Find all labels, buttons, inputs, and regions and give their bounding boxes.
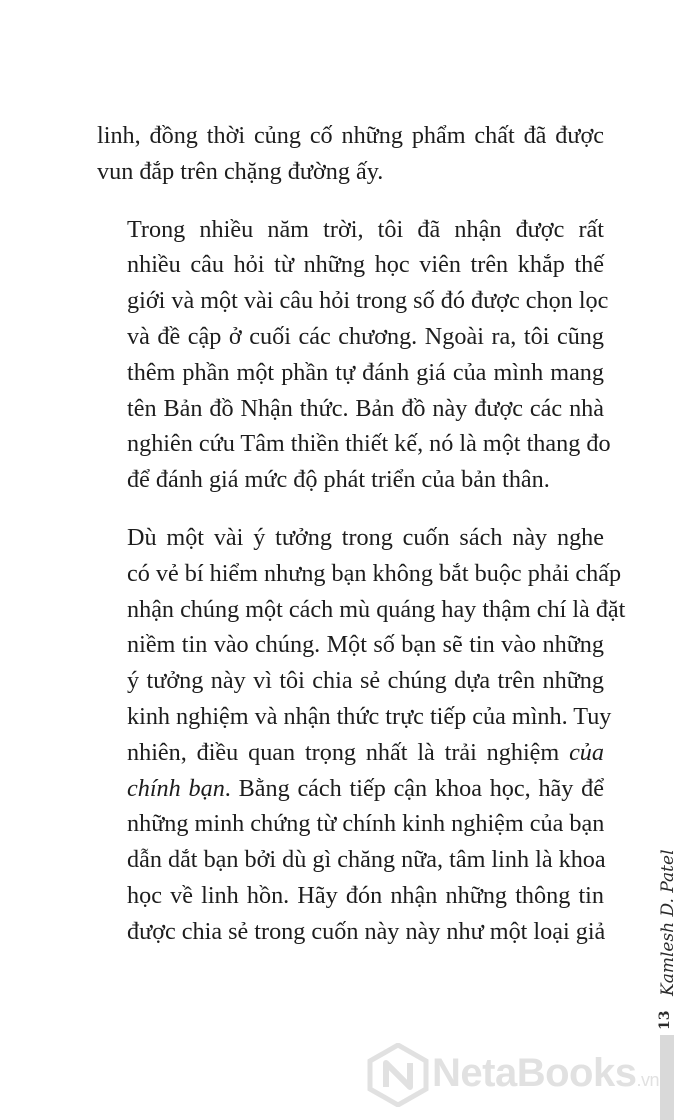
text-line: nhiều câu hỏi từ những học viên trên khắp thế bbox=[127, 251, 604, 279]
watermark-text bbox=[432, 1051, 659, 1096]
text-line: vun đắp trên chặng đường ấy. bbox=[97, 157, 384, 185]
text-line: học về linh hồn. Hãy đón nhận những thông tin bbox=[127, 881, 604, 909]
text-line: chính bạn. Bằng cách tiếp cận khoa học, hãy để bbox=[127, 774, 604, 802]
paragraph bbox=[97, 118, 604, 190]
netabooks-logo-icon bbox=[366, 1043, 430, 1107]
watermark-suffix: .vn bbox=[636, 1070, 659, 1090]
text-line: tên Bản đồ Nhận thức. Bản đồ này được các nhà bbox=[127, 394, 604, 422]
text-line: kinh nghiệm và nhận thức trực tiếp của mình. Tuy bbox=[127, 702, 612, 730]
text-line: Dù một vài ý tưởng trong cuốn sách này nghe bbox=[127, 523, 604, 551]
text-line: nhiên, điều quan trọng nhất là trải nghiệm của bbox=[127, 738, 604, 766]
body-text bbox=[97, 118, 626, 972]
text-line: dẫn dắt bạn bởi dù gì chăng nữa, tâm linh là khoa bbox=[127, 846, 606, 874]
text-line: Trong nhiều năm trời, tôi đã nhận được rất bbox=[127, 215, 604, 243]
text-line: những minh chứng từ chính kinh nghiệm của bạn bbox=[127, 810, 605, 838]
text-line: thêm phần một phần tự đánh giá của mình mang bbox=[127, 358, 604, 386]
text-line: để đánh giá mức độ phát triển của bản thân. bbox=[127, 466, 550, 494]
text-line: nghiên cứu Tâm thiền thiết kế, nó là một thang đo bbox=[127, 430, 611, 458]
text-line: giới và một vài câu hỏi trong số đó được chọn lọc bbox=[127, 287, 609, 315]
text-line: và đề cập ở cuối các chương. Ngoài ra, tôi cũng bbox=[127, 322, 604, 350]
page-number: 13 bbox=[657, 1010, 673, 1030]
text-line: ý tưởng này vì tôi chia sẻ chúng dựa trên những bbox=[127, 667, 604, 695]
paragraph bbox=[97, 520, 626, 950]
text-line: có vẻ bí hiểm nhưng bạn không bắt buộc phải chấp bbox=[127, 559, 622, 587]
watermark bbox=[366, 1043, 686, 1107]
running-head-author: Kamlesh D. Patel bbox=[658, 849, 678, 996]
text-line: linh, đồng thời củng cố những phẩm chất đã được bbox=[97, 122, 604, 149]
text-line: nhận chúng một cách mù quáng hay thậm chí là đặt bbox=[127, 595, 626, 623]
text-line: niềm tin vào chúng. Một số bạn sẽ tin vào những bbox=[127, 631, 604, 659]
watermark-brand: NetaBooks bbox=[432, 1051, 637, 1095]
text-line: được chia sẻ trong cuốn này này như một loại giả bbox=[127, 917, 606, 945]
paragraph bbox=[97, 212, 611, 498]
